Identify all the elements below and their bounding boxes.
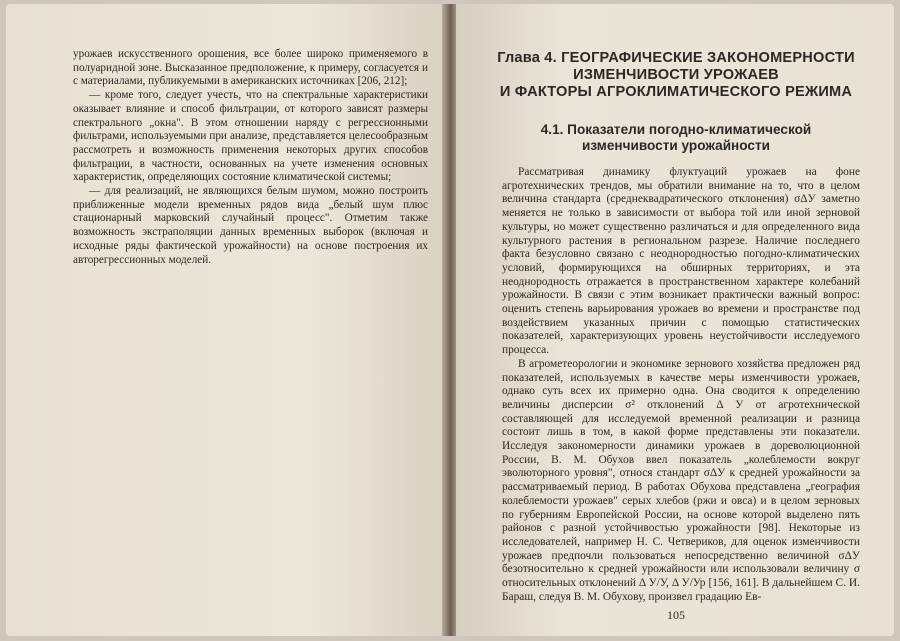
right-paragraph-1: Рассматривая динамику флуктуаций урожаев на фоне агротехнических трендов, мы обратили внимание на то, что в целом величина стандарта (среднеквадратического отклонения) σΔУ заметно меняется не только в зависимости от выбора той или иной зерновой культуры, но может существенно различаться и для определенного вида культурного растения в региональном разрезе. Наличие последнего факта безусловно связано с неоднородностью погодно-климатических условий, формирующихся на обширных территориях, и эта неоднородность отражается в пространственном характере колебаний урожайности. В связи с этим возникает практически важный вопрос: оценить степень варьирования урожаев во времени и пространстве под воздействием указанных причин с помощью статистических показателей, характеризующих уровень неустойчивости исследуемого процесса. (502, 166, 860, 357)
right-page (456, 4, 894, 636)
page-number: 105 (667, 608, 685, 622)
chapter-title-line-1: Глава 4. ГЕОГРАФИЧЕСКИЕ ЗАКОНОМЕРНОСТИ (497, 50, 855, 66)
section-title (470, 122, 882, 154)
chapter-title (470, 50, 882, 101)
chapter-title-line-2: ИЗМЕНЧИВОСТИ УРОЖАЕВ (573, 67, 779, 83)
section-title-line-1: 4.1. Показатели погодно-климатической (540, 122, 812, 137)
left-paragraph-3: — для реализаций, не являющихся белым шумом, можно построить приближенные модели временных рядов вида „белый шум плюс стационарный марковский случайный процесс". Отметим также возможность экстраполяции данных временных выборок (включая и исходные ряды фактической урожайности) на основе построения их авторегрессионных моделей. (73, 185, 428, 266)
left-paragraph-2: — кроме того, следует учесть, что на спектральные характеристики оказывает влияние и способ фильтрации, от которого зависят размеры спектрального „окна". В этом отношении наряду с регрессионными фильтрами, используемыми при анализе, представляется целесообразным рассмотреть и возможность применения некоторых других способов фильтрации, в частности, основанных на учете изменения основных характеристик, определяющих состояние климатической системы; (73, 89, 428, 184)
book-spread (6, 4, 894, 636)
right-page-text (502, 166, 860, 605)
right-paragraph-2: В агрометеорологии и экономике зернового хозяйства предложен ряд показателей, используемых в качестве меры изменчивости урожаев, однако суть всех их примерно одна. Она сводится к определению величины дисперсии σ² отклонений Δ У от агротехнической составляющей для исследуемой временной реализации и разница состоит лишь в том, в какой форме представлены эти показатели. Исследуя закономерности динамики урожаев в дореволюционной России, В. М. Обухов ввел показатель „колеблемости вокруг эволюторного уровня", относя стандарт σΔУ к средней урожайности за рассматриваемый период. В работах Обухова представлена „география колеблемости урожаев" серых хлебов (ржи и овса) и в целом зерновых по губерниям Европейской России, на основе которой выделено пять районов с разной устойчивостью урожайности [98]. Некоторые из исследователей, например Н. С. Четвериков, для оценок изменчивости урожаев предпочли пользоваться непосредственно величиной σΔУ безотносительно к средней урожайности или использовали величину σ относительных отклонений Δ У/У, Δ У/Ур [156, 161]. В дальнейшем С. И. Бараш, следуя В. М. Обухову, произвел градацию Ев- (502, 357, 860, 603)
chapter-title-line-3: И ФАКТОРЫ АГРОКЛИМАТИЧЕСКОГО РЕЖИМА (499, 84, 853, 100)
left-page-text (73, 48, 428, 267)
left-page (6, 4, 444, 636)
left-paragraph-1: урожаев искусственного орошения, все более широко применяемого в полуаридной зоне. Высказанное предположение, к примеру, согласуется и с материалами, публикуемыми в американских источниках [206, 212]; (73, 48, 428, 88)
section-title-line-2: изменчивости урожайности (582, 138, 770, 153)
